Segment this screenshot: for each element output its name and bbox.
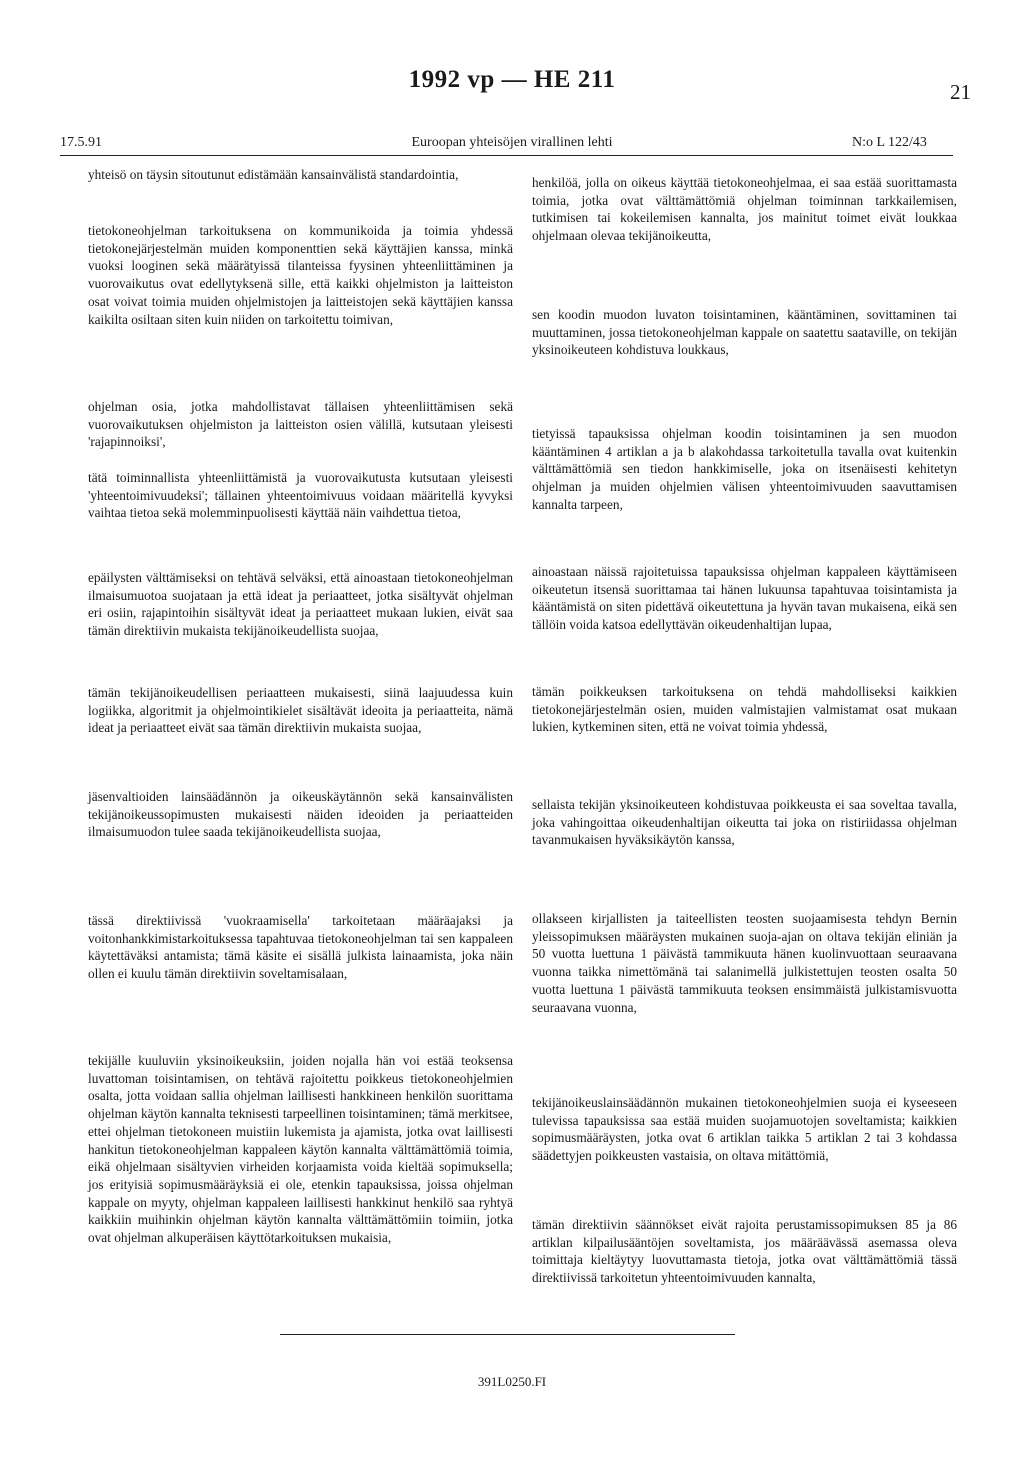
footer-rule <box>280 1334 735 1335</box>
header-date: 17.5.91 <box>60 135 102 150</box>
recital-paragraph: tietyissä tapauksissa ohjelman koodin toisintaminen ja sen muodon kääntäminen 4 artiklan a ja b alakohdassa tarkoitetulla tavalla ovat kuitenkin välttämättömiä sen tiedon hankkimiselle, joka on itsenäisesti kehitetyn ohjelman ja muiden ohjelmien välisen yhteentoimivuuden saavuttamisen kannalta tarpeen, <box>532 426 957 512</box>
recital-paragraph: sellaista tekijän yksinoikeuteen kohdistuvaa poikkeusta ei saa soveltaa tavalla, joka vahingoittaa oikeudenhaltijan oikeutta tai joka on ristiriidassa ohjelman tavanmukaisen hyväksikäytön kanssa, <box>532 797 957 848</box>
recital-paragraph: ohjelman osia, jotka mahdollistavat tällaisen yhteenliittämisen sekä vuorovaikutuksen ohjelmiston ja laitteiston osien välillä, kutsutaan yleisesti 'rajapinnoiksi', <box>88 399 513 450</box>
page-number: 21 <box>950 80 971 104</box>
recital-paragraph: tekijänoikeuslainsäädännön mukainen tietokoneohjelmien suoja ei kyseeseen tulevissa tapauksissa saa estää muiden suojamuotojen soveltamista; kaikkien sopimusmääräysten, jotka ovat 6 artiklan taikka 5 artiklan 2 tai 3 kohdassa säädettyjen poikkeusten vastaisia, on oltava mitättömiä, <box>532 1095 957 1164</box>
header-journal: Euroopan yhteisöjen virallinen lehti <box>411 135 613 150</box>
recital-paragraph: tekijälle kuuluviin yksinoikeuksiin, joiden nojalla hän voi estää teoksensa luvattoman toisintamisen, on tehtävä rajoitettu poikkeus tietokoneohjelmien osalta, jotta voidaan sallia ohjelman laillisesti hankkineen henkilön suorittama ohjelman käytön kannalta teknisesti tarpeellinen toisintaminen; tämä merkitsee, ettei ohjelman tietokoneen muistiin lukemista ja ajamista, jotka ovat laillisesti hankitun tietokoneohjelman kappaleen käytön kannalta välttämättömiä toimia, eikä ohjelmaan sisältyvien virheiden korjaamista voida kieltää sopimuksella; jos erityisiä sopimusmääräyksiä ei ole, etenkin tapauksissa, joissa ohjelman kappale on myyty, ohjelman kappaleen laillisesti hankkinut henkilö saa ryhtyä kaikkiin muihinkin ohjelman käytön kannalta välttämättömiin toimiin, jotka ovat ohjelman alkuperäisen käyttötarkoituksen mukaisia, <box>88 1053 513 1246</box>
page-title: 1992 vp — HE 211 <box>408 66 616 93</box>
recital-paragraph: tätä toiminnallista yhteenliittämistä ja vuorovaikutusta kutsutaan yleisesti 'yhteentoimivuudeksi'; tällainen yhteentoimivuus voidaan määritellä kyvyksi vaihtaa tietoa sekä molemminpuolisesti käyttää näin vaihdettua tietoa, <box>88 470 513 521</box>
header-reference: N:o L 122/43 <box>852 135 927 150</box>
recital-paragraph: ainoastaan näissä rajoitetuissa tapauksissa ohjelman kappaleen käyttämiseen oikeutetun itsensä suorittamaa tai hänen lukuunsa tapahtuvaa toisintamista ja kääntämistä on siten pidettävä oikeutettuna ja hyvän tavan mukaisena, eikä sen tällöin voida katsoa edellyttävän oikeudenhaltijan lupaa, <box>532 564 957 633</box>
recital-paragraph: ollakseen kirjallisten ja taiteellisten teosten suojaamisesta tehdyn Bernin yleissopimuksen määräysten mukainen suoja-ajan on oltava tekijän eliniän ja 50 vuotta luettuna 1 päivästä tammikuuta hänen kuolinvuottaan seuraavana vuonna taikka nimettömänä tai salanimellä julkistettujen teosten osalta 50 vuotta luettuna 1 päivästä tammikuuta teoksen ensimmäistä julkistamisvuotta seuraavana vuonna, <box>532 911 957 1015</box>
document-code: 391L0250.FI <box>477 1374 547 1389</box>
header-rule <box>60 155 953 156</box>
recital-paragraph: tämän direktiivin säännökset eivät rajoita perustamissopimuksen 85 ja 86 artiklan kilpailusääntöjen soveltamista, jos määräävässä asemassa oleva toimittaja kieltäytyy luovuttamasta tietoja, jotka ovat välttämättömiä tässä direktiivissä tarkoitetun yhteentoimivuuden kannalta, <box>532 1217 957 1286</box>
recital-paragraph: henkilöä, jolla on oikeus käyttää tietokoneohjelmaa, ei saa estää suorittamasta toimia, jotka ovat välttämättömiä ohjelman toiminnan tarkkailemisen, tutkimisen tai kokeilemisen kannalta, jos mainitut toimet eivät loukkaa ohjelmaan olevaa tekijänoikeutta, <box>532 175 957 244</box>
recital-paragraph: sen koodin muodon luvaton toisintaminen, kääntäminen, sovittaminen tai muuttaminen, jossa tietokoneohjelman kappale on saatettu saataville, on tekijän yksinoikeuteen kohdistuva loukkaus, <box>532 307 957 358</box>
recital-paragraph: tämän poikkeuksen tarkoituksena on tehdä mahdolliseksi kaikkien tietokonejärjestelmän osien, muiden valmistajien valmistamat osat mukaan lukien, kytkeminen siten, että ne voivat toimia yhdessä, <box>532 684 957 735</box>
recital-paragraph: tietokoneohjelman tarkoituksena on kommunikoida ja toimia yhdessä tietokonejärjestelmän muiden komponenttien sekä käyttäjien kanssa, minkä vuoksi looginen sekä määrätyissä tilanteissa fyysinen yhteenliittäminen ja vuorovaikutus ovat edellytyksenä sille, että kaikki ohjelmiston ja laitteiston osat voivat toimia muiden ohjelmistojen ja laitteistojen sekä käyttäjien kanssa kaikilta osiltaan siten kuin niiden on tarkoitettu toimivan, <box>88 223 513 327</box>
recital-paragraph: tämän tekijänoikeudellisen periaatteen mukaisesti, siinä laajuudessa kuin logiikka, algoritmit ja ohjelmointikielet sisältävät ideoita ja periaatteita, nämä ideat ja periaatteet eivät saa tämän direktiivin mukaista suojaa, <box>88 685 513 736</box>
recital-paragraph: yhteisö on täysin sitoutunut edistämään kansainvälistä standardointia, <box>88 167 459 182</box>
recital-paragraph: tässä direktiivissä 'vuokraamisella' tarkoitetaan määräajaksi ja voitonhankkimistarkoituksessa tapahtuvaa tietokoneohjelman tai sen kappaleen käytettäväksi antamista; tämä käsite ei sisällä julkista lainaamista, joka näin ollen ei kuulu tämän direktiivin soveltamisalaan, <box>88 913 513 982</box>
recital-paragraph: jäsenvaltioiden lainsäädännön ja oikeuskäytännön sekä kansainvälisten tekijänoikeussopimusten mukaisesti näiden ideoiden ja periaatteiden ilmaisumuodon tulee saada tekijänoikeudellista suojaa, <box>88 789 513 840</box>
recital-paragraph: epäilysten välttämiseksi on tehtävä selväksi, että ainoastaan tietokoneohjelman ilmaisumuotoa suojataan ja että ideat ja periaatteet, jotka sisältyvät ohjelman eri osiin, rajapintoihin sisältyvät ideat ja periaatteet mukaan lukien, eivät saa tämän direktiivin mukaista tekijänoikeudellista suojaa, <box>88 570 513 639</box>
